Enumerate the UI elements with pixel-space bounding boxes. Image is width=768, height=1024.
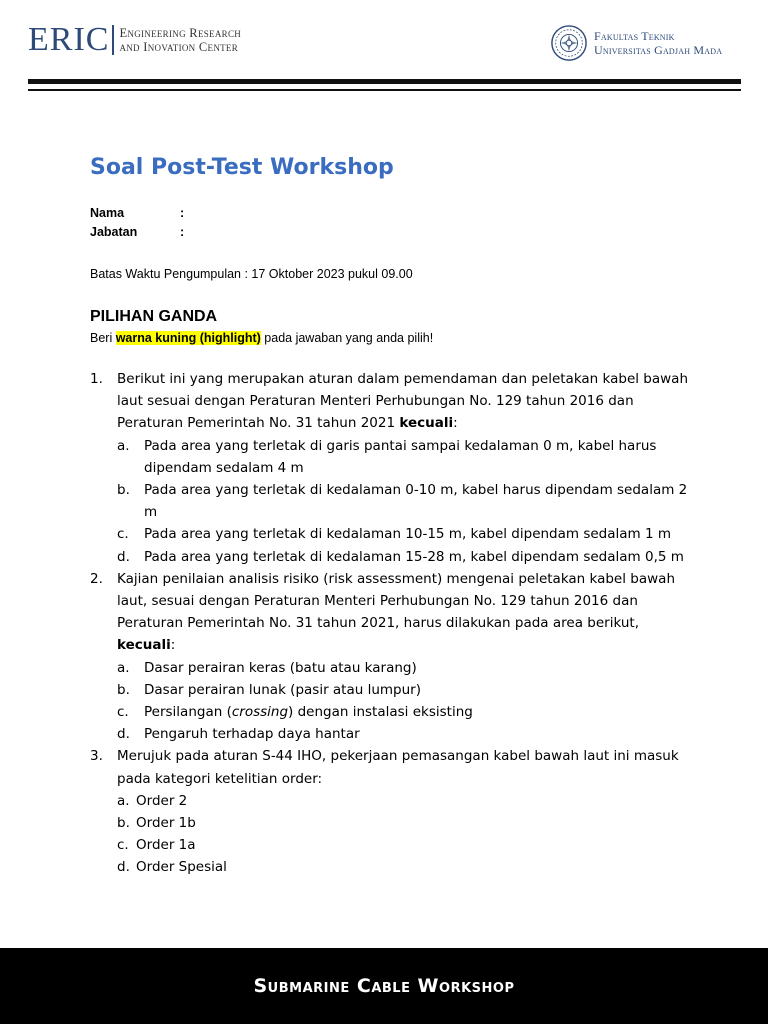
- option-list: [117, 790, 690, 879]
- header-rule-thick: [28, 79, 741, 84]
- option-letter: b.: [117, 815, 130, 832]
- option-text-after: ) dengan instalasi eksisting: [288, 704, 473, 721]
- header-rule-thin: [28, 89, 741, 91]
- option-letter: d.: [117, 726, 130, 743]
- question-number: 1.: [90, 371, 103, 387]
- field-jabatan: [90, 223, 690, 242]
- option-item[interactable]: [117, 679, 690, 701]
- option-item[interactable]: [117, 812, 690, 834]
- ugm-logo-line1: Fakultas Teknik: [594, 29, 675, 43]
- question-emphasis: kecuali: [399, 415, 454, 432]
- field-separator: :: [180, 225, 185, 239]
- option-list: [117, 435, 690, 568]
- option-item[interactable]: [117, 701, 690, 723]
- option-text: Dasar perairan lunak (pasir atau lumpur): [144, 681, 422, 698]
- option-letter: c.: [117, 704, 129, 721]
- option-text: Order 2: [136, 792, 188, 809]
- question-body: [117, 368, 690, 568]
- eric-logo: [28, 22, 241, 58]
- instruction-highlight: warna kuning (highlight): [115, 331, 261, 345]
- field-separator: :: [180, 206, 185, 220]
- document-title: Soal Post-Test Workshop: [90, 155, 394, 180]
- document-intro: [90, 148, 690, 348]
- question-number: 2.: [90, 570, 103, 587]
- question-tail: :: [453, 415, 458, 432]
- option-text: Order 1b: [136, 815, 196, 832]
- footer-title: Submarine Cable Workshop: [253, 975, 515, 997]
- ugm-logo: [550, 24, 722, 62]
- option-letter: d.: [117, 859, 130, 876]
- option-text: Order Spesial: [136, 859, 227, 876]
- question-text: Merujuk pada aturan S-44 IHO, pekerjaan pemasangan kabel bawah laut ini masuk pada kategori ketelitian order:: [117, 748, 679, 787]
- option-text-before: Persilangan (: [144, 704, 232, 721]
- instruction-text: [90, 328, 690, 348]
- option-text: Pada area yang terletak di garis pantai sampai kedalaman 0 m, kabel harus dipendam sedalam 4 m: [144, 437, 657, 476]
- option-text: Order 1a: [136, 837, 196, 854]
- option-item[interactable]: [117, 834, 690, 856]
- question-list: [90, 368, 690, 879]
- option-item[interactable]: [117, 790, 690, 812]
- option-item[interactable]: [117, 479, 690, 523]
- option-letter: a.: [117, 792, 130, 809]
- ugm-logo-text: [594, 29, 722, 57]
- eric-logo-mark: ERIC: [28, 21, 110, 58]
- option-letter: b.: [117, 681, 130, 698]
- option-text: Pada area yang terletak di kedalaman 0-10 m, kabel harus dipendam sedalam 2 m: [144, 482, 688, 521]
- university-seal-icon: [550, 24, 588, 62]
- option-letter: c.: [117, 837, 129, 854]
- option-text: Pada area yang terletak di kedalaman 10-15 m, kabel dipendam sedalam 1 m: [144, 526, 672, 543]
- option-text-italic: crossing: [231, 704, 289, 721]
- logo-divider: [112, 25, 114, 55]
- question-item: [90, 745, 690, 878]
- question-item: [90, 568, 690, 746]
- question-body: [117, 568, 690, 746]
- section-title: PILIHAN GANDA: [90, 308, 218, 325]
- option-letter: c.: [117, 526, 129, 543]
- page-header: [0, 0, 768, 95]
- option-item[interactable]: [117, 435, 690, 479]
- option-letter: b.: [117, 482, 130, 499]
- instruction-after: pada jawaban yang anda pilih!: [260, 331, 434, 345]
- field-label: Nama: [90, 206, 125, 220]
- option-letter: a.: [117, 437, 130, 454]
- eric-logo-line1: Engineering Research: [119, 26, 242, 40]
- page-footer: [0, 948, 768, 1024]
- question-tail: :: [170, 637, 176, 654]
- question-text: Berikut ini yang merupakan aturan dalam pemendaman dan peletakan kabel bawah laut sesuai dengan Peraturan Menteri Perhubungan No. 129 tahun 2016 dan Peraturan Pemerintah No. 31 tahun 2021: [117, 371, 689, 432]
- option-item[interactable]: [117, 523, 690, 545]
- option-letter: a.: [117, 659, 130, 676]
- option-text: Dasar perairan keras (batu atau karang): [144, 659, 417, 676]
- question-item: [90, 368, 690, 568]
- ugm-logo-line2: Universitas Gadjah Mada: [594, 43, 723, 57]
- participant-fields: [90, 204, 690, 242]
- field-label: Jabatan: [90, 225, 138, 239]
- option-item[interactable]: [117, 546, 690, 568]
- option-text: Pengaruh terhadap daya hantar: [144, 726, 360, 743]
- option-text: [144, 701, 473, 723]
- eric-logo-text: [119, 26, 241, 54]
- option-item[interactable]: [117, 657, 690, 679]
- submission-deadline: Batas Waktu Pengumpulan : 17 Oktober 2023 pukul 09.00: [90, 267, 413, 281]
- eric-logo-line2: and Inovation Center: [119, 40, 239, 54]
- question-body: [117, 745, 690, 878]
- question-number: 3.: [90, 748, 103, 765]
- option-letter: d.: [117, 548, 130, 565]
- option-item[interactable]: [117, 723, 690, 745]
- field-nama: [90, 204, 690, 223]
- question-text: Kajian penilaian analisis risiko (risk assessment) mengenai peletakan kabel bawah laut, sesuai dengan Peraturan Menteri Perhubungan No. 129 tahun 2016 dan Peraturan Pemerintah No. 31 tahun 2021, harus dilakukan pada area berikut,: [117, 570, 675, 632]
- option-text: Pada area yang terletak di kedalaman 15-28 m, kabel dipendam sedalam 0,5 m: [144, 548, 684, 565]
- instruction-before: Beri: [90, 331, 116, 345]
- question-emphasis: kecuali: [117, 637, 171, 654]
- option-item[interactable]: [117, 856, 690, 878]
- option-list: [117, 657, 690, 746]
